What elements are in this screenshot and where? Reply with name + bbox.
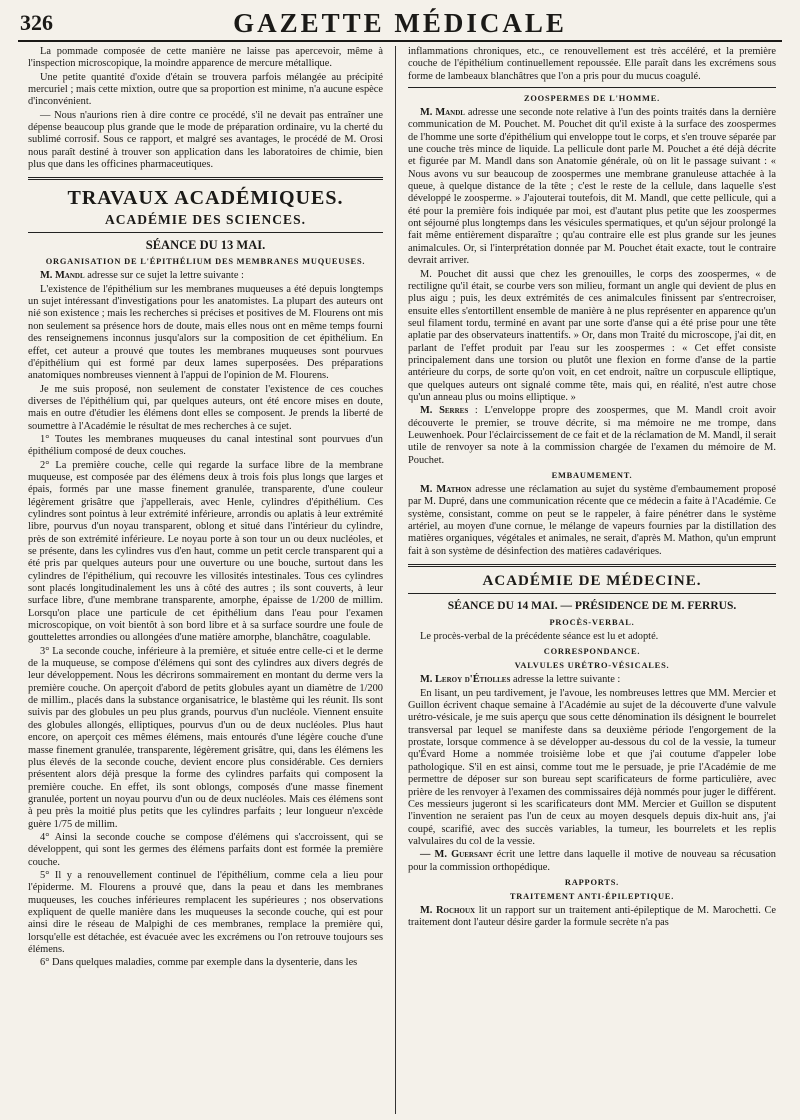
paragraph: — Nous n'aurions rien à dire contre ce procédé, s'il ne devait pas entraîner une dépense beaucoup plus grande que le mode de préparation ordinaire, vu la cherté du sublimé corrosif. Sous ce rapport, et malgré ses avantages, le procédé de M. Orosi nous paraît destiné à trouver son application dans les laboratoires de chimie, bien plus que dans les officines pharmaceutiques. — [28, 109, 383, 171]
paragraph: En lisant, un peu tardivement, je l'avoue, les nombreuses lettres que MM. Mercier et Guillon écrivent chaque semaine à l'Académie au sujet de la découverte d'une valvule urétro-vésicale, je me suis aperçu que sous cette dénomination ils désignent le bourrelet transversal par lequel se manifeste dans sa deuxième période l'engorgement de la prostate, lorsque commence à se développer au-dessous du col de la vessie, la tumeur qu'Évard Home a nommée troisième lobe et que j'ai coutume d'appeler lobe pathologique. S'il en est ainsi, comme tout me le persuade, je prie l'Académie de me permettre de déposer sur son bureau sept scarificateurs de forme particulière, avec prière de les renvoyer à l'examen des commissaires déjà nommés pour juger le différent. Ces messieurs jugeront si les scarificateurs dont MM. Mercier et Guillon se disputent l'invention ne seraient pas l'un de ceux au moyen desquels depuis dix-huit ans, j'ai coupé, scarifié, avec des succès variables, la tumeur, les bourrelets et les replis valvulaires du col de la vessie. — [408, 687, 776, 847]
paragraph-text: adresse sur ce sujet la lettre suivante : — [84, 270, 244, 282]
page-number: 326 — [20, 10, 53, 35]
paragraph: Je me suis proposé, non seulement de constater l'existence de ces couches diverses de l'épithélium qui, par quelques auteurs, ont été encore mises en doute, mais en outre d'étudier les élémens dont elles se composent. Je prends la liberté de soumettre à l'Académie le résultat de mes recherches à ce sujet. — [28, 383, 383, 432]
paragraph — [408, 674, 776, 686]
paragraph-text: adresse une réclamation au sujet du système d'embaumement proposé par M. Dupré, dans une communication récente que ce médecin a faite à l'Académie. Ce système, consistant, comme on peut se le rappeler, à faire pénétrer dans le système artériel, au moyen d'une cornue, le mélange de vapeurs fournies par la distillation des matières organiques, végétales et animales, ne serait, d'après M. Mathon, qu'un emprunt fait à son système de désinfection des matières cadavériques. — [408, 484, 776, 557]
article-heading: PROCÈS-VERBAL. — [549, 618, 635, 628]
paragraph: Une petite quantité d'oxide d'étain se trouvera parfois mélangée au précipité mercuriel ; mais cette mixtion, outre que sa proportion est minime, n'a aucune espèce d'inconvénient. — [28, 71, 383, 108]
paragraph: La pommade composée de cette manière ne laisse pas apercevoir, même à l'inspection microscopique, la moindre apparence de mercure métallique. — [28, 46, 383, 70]
paragraph — [408, 849, 776, 874]
paragraph-text: : L'enveloppe propre des zoospermes, que M. Mandl croit avoir découverte le premier, se trouve décrite, si ma mémoire ne me trompe, dans Leuwenhoek. Pour l'éclaircissement de ce fait et de la réclamation de M. Mandl, il serait utile de renvoyer sa note à la commission chargée de l'examen du mémoire de M. Pouchet. — [408, 405, 776, 466]
article-heading: RAPPORTS. — [564, 877, 620, 887]
author-name: M. Rochoux — [420, 904, 476, 916]
paragraph: 4° Ainsi la seconde couche se compose d'élémens qui s'accroissent, qui se développent, qui sont les germes des élémens parfaits dont est formée la première couche. — [28, 831, 383, 868]
section-divider — [408, 564, 776, 567]
paragraph: 5° Il y a renouvellement continuel de l'épithélium, comme cela a lieu pour l'épiderme. M. Flourens a prouvé que, dans la peau et dans les membranes muqueuses, les couches inférieures remplacent les supérieures ; nos observations expliquent de quelle manière dans les muqueuses la seconde couche, qui est pour ainsi dire le réseau de Malpighi de ces membranes, remplace la première qui, lorsqu'elle est détachée, est évacuée avec les excrémens ou l'on retrouve toujours ses élémens. — [28, 869, 383, 955]
paragraph-text: adresse une seconde note relative à l'un des points traités dans la dernière communication de M. Pouchet. M. Pouchet dit qu'il existe à la surface des zoospermes de l'homme une sorte d'épithélium qui enveloppe tout le corps, et s'en trouve séparée par une couche très mince de liquide. La pellicule dont parle M. Pouchet a été déjà décrite et figurée par M. Mandl dans son Anatomie générale, où on lit le passage suivant : « Nous avons vu sur beaucoup de zoospermes une membrane granuleuse attachée à la queue, à quelque distance de la tête ; c'est le reste de la cellule, dans laquelle s'est développé le zoosperme. » J'ajouterai toutefois, dit M. Mandl, que cette pellicule, qui a été pour la première fois indiquée par moi, est d'autant plus petite que les zoospermes ont séjourné plus longtemps dans les vésicules spermatiques, et qu'un séjour prolongé la fait même entièrement disparaître ; qu'au contraire elle est plus grande sur les jeunes animalcules. Or, si l'interprétation donnée par M. Pouchet était exacte, tout le contraire devrait arriver. — [408, 107, 776, 267]
seance-heading: SÉANCE DU 14 MAI. — PRÉSIDENCE DE M. FERRUS. — [447, 600, 737, 613]
paragraph: M. Pouchet dit aussi que chez les grenouilles, le corps des zoospermes, « de rectiligne qu'il était, se courbe vers son milieu, formant un angle qui devient de plus en plus aigu ; puis, les deux extrémités de ces animalcules finissent par s'entrecroiser, ensuite elles s'entortillent ensemble de manière à ne plus représenter en apparence qu'un seul filament tordu, terminé en avant par une sorte d'anse qui a été prise pour une tête aplatie par des observateurs inattentifs. » Or, dans mon Traité du microscope, j'ai dit, en parlant de l'effet produit par l'eau sur les zoospermes : « Cet effet consiste principalement dans une torsion ou plutôt une flexion en forme d'anse de la partie antérieure du corps, de sorte qu'on voit, en cet endroit, naître un corpuscule elliptique, que quelques auteurs ont signalé comme tête, mais qui, en réalité, n'est autre chose qu'un anneau plus ou moins elliptique. » — [408, 268, 776, 403]
article-heading: CORRESPONDANCE. — [543, 647, 641, 657]
paragraph: L'existence de l'épithélium sur les membranes muqueuses a été depuis longtemps un sujet intéressant d'investigations pour les anatomistes. La plupart des auteurs ont nié son existence ; mais les recherches si précises et positives de M. Flourens ont mis non seulement sa présence hors de doute, mais elles nous ont en même temps fourni des renseignemens inconnus jusqu'alors sur la composition de cet épithélium. En effet, cet auteur a prouvé que toutes les membranes muqueuses sont pourvues d'épithélium qui est formé par deux lames superposées. Des préparations anatomiques nombreuses viennent à l'appui de l'opinion de M. Flourens. — [28, 283, 383, 382]
article-heading: TRAITEMENT ANTI-ÉPILEPTIQUE. — [509, 891, 675, 901]
paragraph: 6° Dans quelques maladies, comme par exemple dans la dysenterie, dans les — [40, 957, 358, 969]
paragraph — [408, 484, 776, 558]
section-subtitle: ACADÉMIE DE MÉDECINE. — [482, 573, 702, 590]
author-name: M. Serres — [420, 405, 469, 417]
section-divider — [28, 177, 383, 180]
paragraph — [408, 107, 776, 267]
section-subtitle: ACADÉMIE DES SCIENCES. — [105, 212, 306, 228]
article-heading: VALVULES URÉTRO-VÉSICALES. — [514, 661, 670, 671]
author-name: M. Mandl — [420, 107, 465, 119]
paragraph-text: lit un rapport sur un traitement anti-épileptique de M. Marochetti. Ce traitement dont l'auteur désire garder la formule secrète n'a pas — [408, 904, 776, 929]
author-name: M. Leroy d'Étiolles — [420, 674, 511, 686]
right-column — [408, 46, 776, 1114]
section-title: TRAVAUX ACADÉMIQUES. — [67, 187, 344, 210]
running-title: GAZETTE MÉDICALE — [233, 8, 567, 38]
paragraph: Le procès-verbal de la précédente séance est lu et adopté. — [420, 631, 659, 643]
paragraph: 2° La première couche, celle qui regarde la surface libre de la membrane muqueuse, est composée par des élémens deux à trois fois plus longs que larges et épais, formés par une masse finement granulée, transparente, d'une couleur légèrement grisâtre que j'appellerais, avec Henle, cylindres d'épithélium. Ces cylindres sont pointus à leur extrémité inférieure, arrondis ou aplatis à leur extrémité libre, pourvus d'un noyau transparent, oblong et situé dans l'intérieur du cylindre, près de son extrémité inférieure. Le noyau porte à son tour un ou deux nucléoles, et se présente, dans les cylindres vus d'en haut, comme un petit cercle transparent qui a été pris par quelques auteurs pour une ouverture ou une bouche, surtout dans les cylindres de l'épithélium, qui recouvre les villosités intestinales. Tous ces cylindres sont placés longitudinalement les uns à côté des autres ; ils sont couverts, à leur surface libre, d'une membrane transparente, amorphe, épaisse de 1/200 de millim. Lorsqu'on place une particule de cet épithélium dans l'eau pour l'examen microscopique, on voit bientôt à son bord libre et à sa surface sourdre une foule de gouttelettes arrondies ou allongées d'une matière amorphe, blanchâtre, coagulable. — [28, 459, 383, 644]
divider — [28, 232, 383, 233]
page-header — [18, 6, 782, 42]
paragraph: inflammations chroniques, etc., ce renouvellement est très accéléré, et la première couche de l'épithélium continuellement repoussée. Elle paraît dans les excrémens sous forme de lambeaux blanchâtres que l'on a pris pour du mucus coagulé. — [408, 46, 776, 82]
left-column — [28, 46, 383, 1114]
paragraph: 1° Toutes les membranes muqueuses du canal intestinal sont pourvues d'un épithélium composé de deux couches. — [28, 433, 383, 458]
paragraph-text: écrit une lettre dans laquelle il motive de nouveau sa récusation pour la commission orthopédique. — [408, 849, 776, 873]
author-name: M. Mandl — [40, 270, 85, 282]
article-heading: ORGANISATION DE L'ÉPITHÉLIUM DES MEMBRANES MUQUEUSES. — [45, 257, 366, 267]
author-name: M. Mathon — [420, 484, 472, 495]
paragraph — [28, 270, 383, 282]
paragraph — [408, 405, 776, 467]
article-heading: ZOOSPERMES DE L'HOMME. — [523, 94, 661, 104]
paragraph: 3° La seconde couche, inférieure à la première, et située entre celle-ci et le derme de la muqueuse, se compose d'élémens qui sont des cylindres aux divers degrés de leur développement. Nous les décrirons sommairement en montant du derme vers la première couche. On aperçoit d'abord de petits globules ayant un diamètre de 1/200 de millim., placés dans la substance organisatrice, le blastème qui les réunit. Ils sont suivis par des globules un peu plus grands, pourvus d'un nucléole. Viennent ensuite des globules allongés, elliptiques, pourvus d'un ou de deux nucléoles. Plus haut encore, on aperçoit ces mêmes élémens, mais entourés d'une légère couche d'une masse finement granulée, transparente, légèrement grisâtre, qui, dans les élémens les plus élevés de la seconde couche, devient encore plus considérable. Ces derniers présentent alors déjà presque la forme des cylindres parfaits qui composent la première couche. En effet, ils sont oblongs, composés d'une masse finement granulée, portent un noyau pourvu d'un ou de deux nucléoles. Mais ces élémens sont à peu près la moitié plus petits que les cylindres parfaits ; leur longueur n'excède guère 1/75 de millim. — [28, 645, 383, 830]
divider — [408, 593, 776, 594]
divider — [408, 87, 776, 88]
column-divider — [395, 46, 396, 1114]
author-name: — M. Guersant — [420, 849, 493, 861]
article-heading: EMBAUMEMENT. — [551, 471, 633, 480]
seance-heading: SÉANCE DU 13 MAI. — [145, 238, 266, 253]
paragraph — [408, 905, 776, 930]
paragraph-text: adresse la lettre suivante : — [510, 674, 621, 686]
